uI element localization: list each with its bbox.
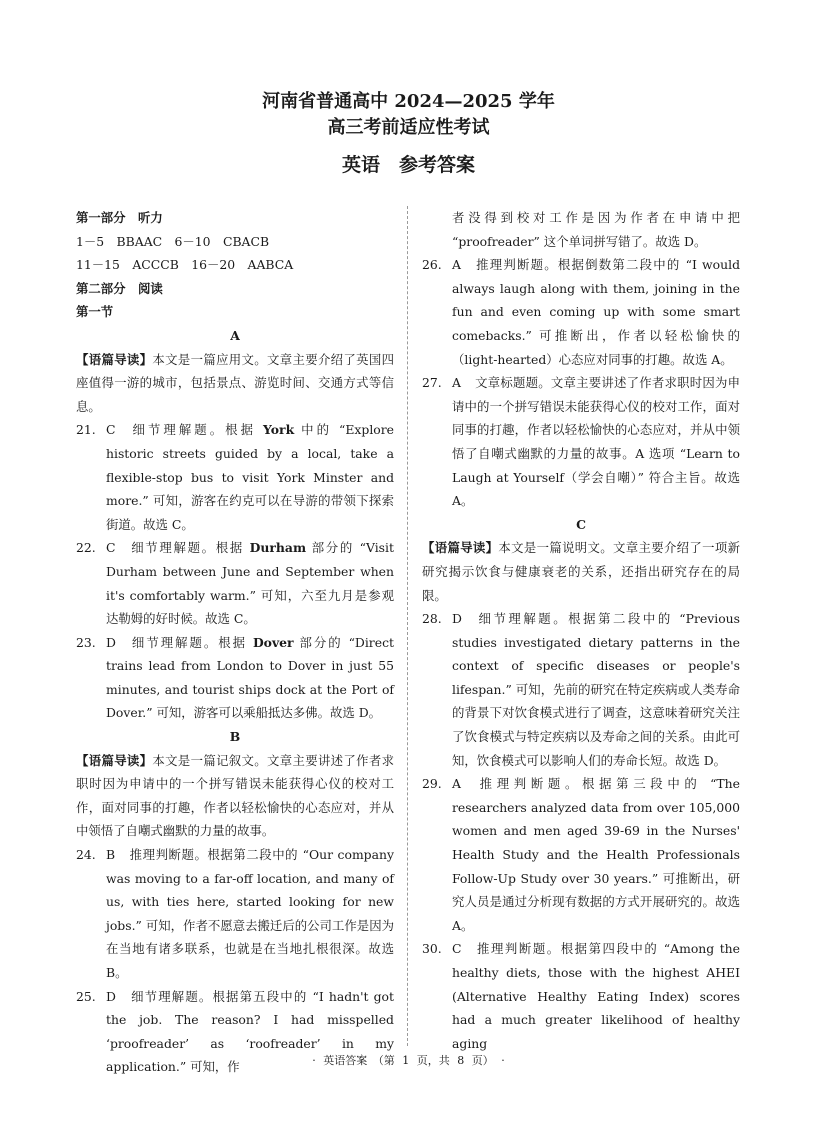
question-22 <box>76 536 394 630</box>
intro-tag: 【语篇导读】 <box>76 752 153 768</box>
part1-title: 第一部分 听力 <box>76 210 163 225</box>
page-footer: · 英语答案 （第 1 页，共 8 页） · <box>312 1054 505 1067</box>
part2-title: 第二部分 阅读 <box>76 280 163 296</box>
passage-a-intro <box>76 348 394 419</box>
explanation-pre: 细节理解题。根据 <box>129 634 253 650</box>
question-30 <box>422 937 740 1055</box>
intro-text: 本文是一篇说明文。文章主要介绍了一项新研究揭示饮食与健康衰老的关系，还指出研究存在的局限。 <box>422 540 741 603</box>
passage-c-intro <box>422 536 740 607</box>
answer-letter: D <box>106 988 116 1004</box>
page-title: 英语 参考答案 <box>341 154 475 176</box>
title-block <box>0 90 817 178</box>
explanation: 文章标题题。文章主要讲述了作者求职时因为申请中的一个拼写错误未能获得心仪的校对工作，面对同事的打趣，作者以轻松愉快的心态应对，并从中领悟了自嘲式幽默的力量的故事。A 选项 “Learn to Laugh at Yourself（学会自嘲）” 符合主旨。故选 A。 <box>452 375 740 509</box>
column-divider <box>407 206 408 1046</box>
question-number: 30. <box>422 941 442 957</box>
explanation: 细节理解题。根据第二段中的 “Previous studies investigated dietary patterns in the context of specific diseases or people's lifespan.” 可知，先前的研究在特定疾病或人类寿命的背景下对饮食模式进行了调查，这意味着研究关注了饮食模式与特定疾病以及寿命之间的关系。由此可知，饮食模式可以影响人们的寿命长短。故选 D。 <box>452 611 740 768</box>
question-21 <box>76 418 394 536</box>
answer-letter: B <box>106 847 116 863</box>
question-number: 25. <box>76 988 96 1004</box>
listening-answers-row1: 1－5 BBAAC 6－10 CBACB <box>76 233 270 249</box>
answer-letter: C <box>452 941 462 957</box>
explanation: 推理判断题。根据倒数第二段中的 “I would always laugh along with them, joining in the fun and even coming up with some smart comebacks.” 可推断出，作者以轻松愉快的（light-hearted）心态应对同事的打趣。故选 A。 <box>452 257 740 367</box>
question-number: 21. <box>76 422 96 438</box>
answer-letter: A <box>452 375 461 391</box>
exam-title-line1: 河南省普通高中 2024—2025 学年 <box>262 91 555 112</box>
question-number: 24. <box>76 847 96 863</box>
question-28 <box>422 607 740 772</box>
passage-b-label: B <box>229 729 241 745</box>
question-27 <box>422 371 740 513</box>
intro-tag: 【语篇导读】 <box>76 351 153 367</box>
answer-letter: A <box>452 776 461 792</box>
explanation-post: 中的 “Explore historic streets guided by a local, take a flexible-stop bus to visit York Minster and more.” 可知，游客在约克可以在导游的带领下探索街道。故选 C。 <box>106 422 394 532</box>
passage-a-label: A <box>230 327 240 343</box>
answer-letter: C <box>106 540 116 556</box>
left-column <box>76 206 394 1079</box>
question-number: 28. <box>422 611 442 627</box>
question-number: 27. <box>422 375 442 391</box>
right-column <box>422 206 740 1055</box>
explanation: 推理判断题。根据第四段中的 “Among the healthy diets, those with the highest AHEI (Alternative Healthy Eating Index) scores had a much greater likelihood of healthy aging <box>452 941 740 1051</box>
question-number: 26. <box>422 257 442 273</box>
explanation: 细节理解题。根据第五段中的 “I hadn't got the job. The reason? I had misspelled ‘proofreader’ as ‘roofreader’ in my application.” 可知，作 <box>106 988 394 1075</box>
section-keyword: Durham <box>249 540 307 556</box>
section-keyword: Dover <box>252 634 294 650</box>
intro-text: 本文是一篇应用文。文章主要介绍了英国四座值得一游的城市，包括景点、游览时间、交通方式等信息。 <box>76 351 395 414</box>
passage-c-label: C <box>576 516 586 532</box>
question-24 <box>76 843 394 985</box>
listening-answers-row2: 11－15 ACCCB 16－20 AABCA <box>76 257 294 273</box>
question-number: 22. <box>76 540 96 556</box>
question-29 <box>422 772 740 937</box>
passage-b-intro <box>76 749 394 843</box>
question-number: 29. <box>422 776 442 792</box>
intro-tag: 【语篇导读】 <box>422 540 499 556</box>
answer-letter: D <box>106 634 116 650</box>
explanation-post: 部分的 “Visit Durham between June and September when it's comfortably warm.” 可知，六至九月是参观达勒姆的好时候。故选 C。 <box>106 540 394 627</box>
answer-letter: A <box>452 257 461 273</box>
explanation: 推理判断题。根据第二段中的 “Our company was moving to a far-off location, and many of us, with ties here, started looking for new jobs.” 可知，作者不愿意去搬迁后的公司工作是因为在当地有诸多联系，也就是在当地扎根很深。故选 B。 <box>106 847 394 980</box>
question-25-continued: 者没得到校对工作是因为作者在申请中把 “proofreader” 这个单词拼写错了。故选 D。 <box>452 210 740 249</box>
explanation-pre: 细节理解题。根据 <box>129 540 250 556</box>
explanation-post: 部分的 “Direct trains lead from London to Dover in just 55 minutes, and tourist ships dock at the Port of Dover.” 可知，游客可以乘船抵达多佛。故选 D。 <box>106 634 394 721</box>
section-keyword: York <box>263 422 295 438</box>
intro-text: 本文是一篇记叙文。文章主要讲述了作者求职时因为申请中的一个拼写错误未能获得心仪的校对工作，面对同事的打趣，作者以轻松愉快的心态应对，并从中领悟了自嘲式幽默的力量的故事。 <box>76 752 395 839</box>
explanation: 推理判断题。根据第三段中的 “The researchers analyzed data from over 105,000 women and men aged 39-69 in the Nurses' Health Study and the Health Professionals Follow-Up Study over 30 years.” 可推断出，研究人员是通过分析现有数据的方式开展研究的。故选 A。 <box>452 776 740 933</box>
question-number: 23. <box>76 634 96 650</box>
answer-letter: C <box>106 422 116 438</box>
answer-letter: D <box>452 611 462 627</box>
explanation-pre: 细节理解题。根据 <box>129 422 264 438</box>
question-26 <box>422 253 740 371</box>
section-title: 第一节 <box>76 304 114 320</box>
exam-title-line2: 高三考前适应性考试 <box>327 117 490 138</box>
question-23 <box>76 631 394 725</box>
